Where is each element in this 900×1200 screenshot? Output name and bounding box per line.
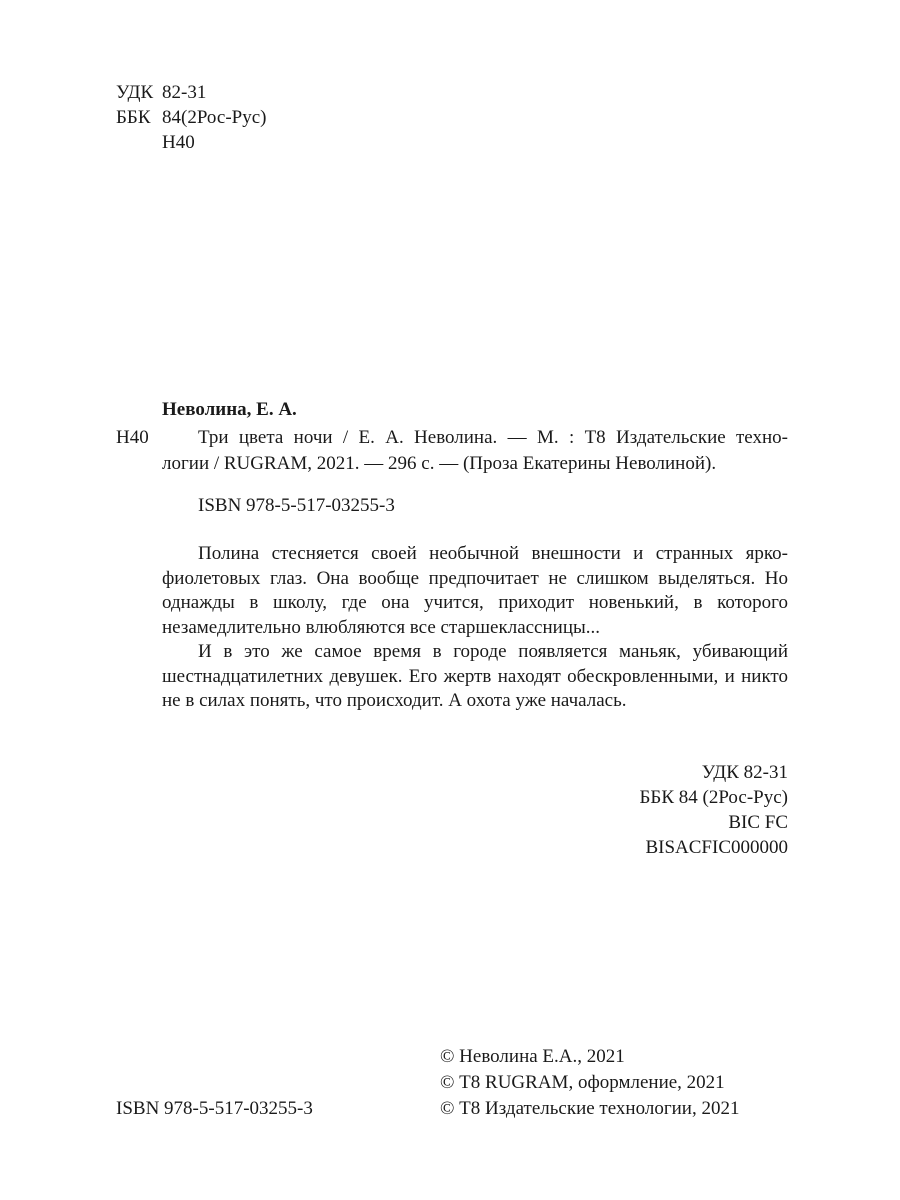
annotation-paragraph-2: И в это же самое время в городе появляется маньяк, убивающий шестнадцатилетних девушек. Его жертв находят обескровленными, и никто не в силах понять, что происходит. А охота уже началась. [162, 641, 788, 711]
annotation-paragraph-1: Полина стесняется своей необычной внешности и странных ярко-фиолетовых глаз. Она вообще предпочитает не слишком выделяться. Но однажды в школу, где она учится, приходит новенький, в которого незамедлительно влюбляются все старшеклассницы... [162, 543, 788, 638]
catalog-description-line-2: логии / RUGRAM, 2021. — 296 с. — (Проза Екатерины Неволиной). [162, 453, 717, 474]
udk-value: 82-31 [162, 82, 207, 103]
catalog-author-code: Н40 [116, 427, 149, 448]
footer-isbn: ISBN 978-5-517-03255-3 [116, 1098, 313, 1119]
bisac-code: BISACFIC000000 [645, 837, 788, 858]
bic-code: BIC FC [728, 812, 788, 833]
udk-code: УДК 82-31 [701, 762, 788, 783]
bbk-label: ББК [116, 107, 151, 128]
author-mark: Н40 [162, 132, 195, 153]
bbk-row [116, 105, 266, 131]
udk-label: УДК [116, 82, 154, 103]
copyright-block [440, 1044, 739, 1122]
annotation [162, 542, 788, 714]
catalog-description [162, 425, 788, 477]
catalog-isbn: ISBN 978-5-517-03255-3 [198, 495, 395, 516]
copyright-line-1: © Неволина Е.А., 2021 [440, 1046, 625, 1067]
copyright-line-3: © Т8 Издательские технологии, 2021 [440, 1098, 740, 1119]
catalog-description-line-1: Три цвета ночи / Е. А. Неволина. — М. : Т8 Издательские техно- [198, 427, 788, 448]
bbk-code: ББК 84 (2Рос-Рус) [639, 787, 788, 808]
catalog-author: Неволина, Е. А. [162, 399, 297, 420]
classification-codes [640, 760, 788, 860]
bbk-value: 84(2Рос-Рус) [162, 107, 267, 128]
udk-row [116, 80, 206, 106]
author-mark-row [116, 130, 195, 156]
copyright-line-2: © Т8 RUGRAM, оформление, 2021 [440, 1072, 725, 1093]
